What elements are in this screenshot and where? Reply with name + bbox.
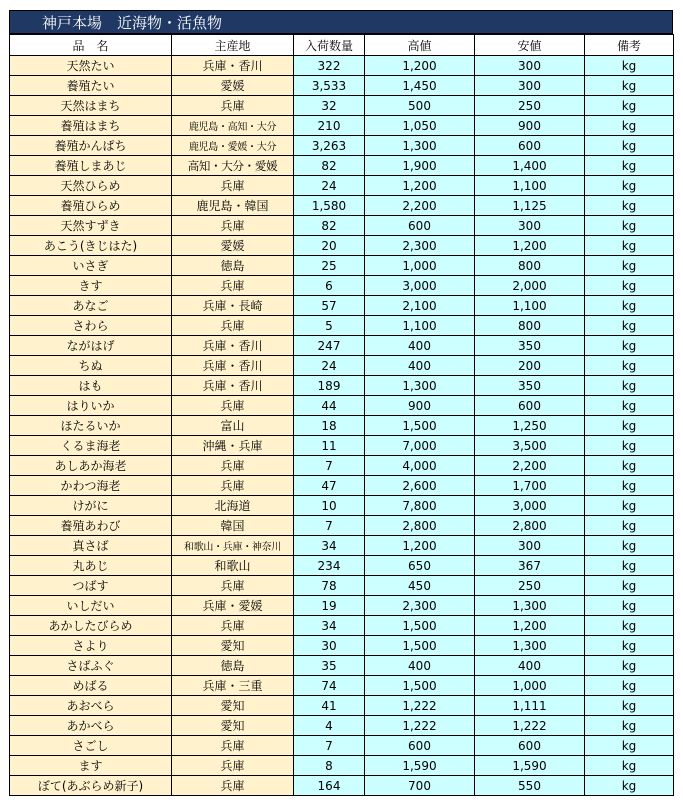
table-row bbox=[10, 276, 674, 296]
cell-low-price: 1,250 bbox=[475, 416, 585, 436]
table-row bbox=[10, 476, 674, 496]
cell-low-price: 1,125 bbox=[475, 196, 585, 216]
table-row bbox=[10, 736, 674, 756]
cell-name: 天然すずき bbox=[10, 216, 172, 236]
cell-quantity: 19 bbox=[294, 596, 365, 616]
cell-high-price: 1,100 bbox=[365, 316, 475, 336]
cell-name: 真さば bbox=[10, 536, 172, 556]
cell-name: 養殖かんぱち bbox=[10, 136, 172, 156]
cell-quantity: 20 bbox=[294, 236, 365, 256]
table-row bbox=[10, 496, 674, 516]
table-row bbox=[10, 176, 674, 196]
cell-low-price: 600 bbox=[475, 136, 585, 156]
cell-note: kg bbox=[585, 116, 674, 136]
cell-low-price: 1,111 bbox=[475, 696, 585, 716]
cell-note: kg bbox=[585, 156, 674, 176]
cell-low-price: 1,300 bbox=[475, 596, 585, 616]
cell-quantity: 34 bbox=[294, 536, 365, 556]
cell-high-price: 400 bbox=[365, 656, 475, 676]
cell-quantity: 8 bbox=[294, 756, 365, 776]
table-row bbox=[10, 136, 674, 156]
cell-name: あおべら bbox=[10, 696, 172, 716]
cell-note: kg bbox=[585, 596, 674, 616]
cell-name: ぼて(あぶらめ新子) bbox=[10, 776, 172, 796]
cell-high-price: 1,300 bbox=[365, 376, 475, 396]
cell-note: kg bbox=[585, 336, 674, 356]
cell-low-price: 1,300 bbox=[475, 636, 585, 656]
cell-quantity: 32 bbox=[294, 96, 365, 116]
cell-origin: 北海道 bbox=[172, 496, 294, 516]
cell-name: 天然ひらめ bbox=[10, 176, 172, 196]
cell-name: 養殖たい bbox=[10, 76, 172, 96]
cell-quantity: 7 bbox=[294, 456, 365, 476]
cell-quantity: 1,580 bbox=[294, 196, 365, 216]
cell-high-price: 900 bbox=[365, 396, 475, 416]
table-row bbox=[10, 196, 674, 216]
cell-origin: 徳島 bbox=[172, 656, 294, 676]
cell-low-price: 3,500 bbox=[475, 436, 585, 456]
table-row bbox=[10, 716, 674, 736]
cell-note: kg bbox=[585, 76, 674, 96]
cell-name: 天然はまち bbox=[10, 96, 172, 116]
cell-quantity: 234 bbox=[294, 556, 365, 576]
cell-note: kg bbox=[585, 436, 674, 456]
cell-quantity: 74 bbox=[294, 676, 365, 696]
cell-high-price: 4,000 bbox=[365, 456, 475, 476]
header-low-price: 安値 bbox=[475, 35, 585, 56]
table-row bbox=[10, 556, 674, 576]
cell-name: 養殖ひらめ bbox=[10, 196, 172, 216]
cell-low-price: 600 bbox=[475, 396, 585, 416]
cell-high-price: 1,500 bbox=[365, 636, 475, 656]
cell-high-price: 2,200 bbox=[365, 196, 475, 216]
cell-quantity: 3,263 bbox=[294, 136, 365, 156]
cell-high-price: 1,500 bbox=[365, 416, 475, 436]
cell-high-price: 2,100 bbox=[365, 296, 475, 316]
cell-origin: 兵庫 bbox=[172, 316, 294, 336]
cell-name: あかしたびらめ bbox=[10, 616, 172, 636]
cell-note: kg bbox=[585, 696, 674, 716]
cell-origin: 愛知 bbox=[172, 636, 294, 656]
header-name: 品 名 bbox=[10, 35, 172, 56]
cell-origin: 愛知 bbox=[172, 696, 294, 716]
price-table bbox=[9, 34, 674, 796]
cell-quantity: 322 bbox=[294, 56, 365, 76]
cell-origin: 兵庫・長崎 bbox=[172, 296, 294, 316]
table-row bbox=[10, 756, 674, 776]
cell-quantity: 44 bbox=[294, 396, 365, 416]
cell-name: さわら bbox=[10, 316, 172, 336]
cell-origin: 高知・大分・愛媛 bbox=[172, 156, 294, 176]
table-row bbox=[10, 456, 674, 476]
table-row bbox=[10, 656, 674, 676]
cell-high-price: 1,590 bbox=[365, 756, 475, 776]
cell-low-price: 1,100 bbox=[475, 296, 585, 316]
cell-low-price: 600 bbox=[475, 736, 585, 756]
cell-high-price: 1,200 bbox=[365, 536, 475, 556]
cell-name: あなご bbox=[10, 296, 172, 316]
cell-high-price: 1,500 bbox=[365, 676, 475, 696]
table-row bbox=[10, 336, 674, 356]
cell-name: はりいか bbox=[10, 396, 172, 416]
cell-origin: 兵庫 bbox=[172, 276, 294, 296]
cell-origin: 兵庫 bbox=[172, 176, 294, 196]
cell-origin: 兵庫 bbox=[172, 756, 294, 776]
cell-note: kg bbox=[585, 396, 674, 416]
cell-note: kg bbox=[585, 376, 674, 396]
cell-origin: 鹿児島・愛媛・大分 bbox=[172, 136, 294, 156]
cell-origin: 徳島 bbox=[172, 256, 294, 276]
cell-low-price: 350 bbox=[475, 376, 585, 396]
cell-high-price: 1,500 bbox=[365, 616, 475, 636]
cell-note: kg bbox=[585, 756, 674, 776]
cell-high-price: 3,000 bbox=[365, 276, 475, 296]
cell-quantity: 18 bbox=[294, 416, 365, 436]
cell-high-price: 1,450 bbox=[365, 76, 475, 96]
cell-name: はも bbox=[10, 376, 172, 396]
cell-name: さより bbox=[10, 636, 172, 656]
table-row bbox=[10, 116, 674, 136]
cell-low-price: 350 bbox=[475, 336, 585, 356]
cell-origin: 兵庫 bbox=[172, 616, 294, 636]
cell-name: ます bbox=[10, 756, 172, 776]
cell-name: 天然たい bbox=[10, 56, 172, 76]
cell-note: kg bbox=[585, 736, 674, 756]
cell-low-price: 1,200 bbox=[475, 616, 585, 636]
cell-origin: 兵庫 bbox=[172, 216, 294, 236]
cell-quantity: 247 bbox=[294, 336, 365, 356]
cell-name: 養殖あわび bbox=[10, 516, 172, 536]
cell-note: kg bbox=[585, 296, 674, 316]
header-note: 備考 bbox=[585, 35, 674, 56]
cell-note: kg bbox=[585, 676, 674, 696]
cell-high-price: 1,222 bbox=[365, 696, 475, 716]
table-row bbox=[10, 516, 674, 536]
cell-quantity: 82 bbox=[294, 216, 365, 236]
cell-name: 丸あじ bbox=[10, 556, 172, 576]
cell-quantity: 24 bbox=[294, 176, 365, 196]
cell-name: 養殖はまち bbox=[10, 116, 172, 136]
cell-origin: 兵庫 bbox=[172, 396, 294, 416]
cell-note: kg bbox=[585, 196, 674, 216]
cell-origin: 兵庫 bbox=[172, 456, 294, 476]
cell-low-price: 800 bbox=[475, 316, 585, 336]
cell-name: けがに bbox=[10, 496, 172, 516]
table-row bbox=[10, 596, 674, 616]
cell-origin: 兵庫・三重 bbox=[172, 676, 294, 696]
cell-low-price: 1,000 bbox=[475, 676, 585, 696]
table-row bbox=[10, 636, 674, 656]
cell-quantity: 41 bbox=[294, 696, 365, 716]
cell-quantity: 3,533 bbox=[294, 76, 365, 96]
cell-name: かわつ海老 bbox=[10, 476, 172, 496]
table-row bbox=[10, 76, 674, 96]
cell-note: kg bbox=[585, 516, 674, 536]
cell-origin: 鹿児島・韓国 bbox=[172, 196, 294, 216]
cell-low-price: 800 bbox=[475, 256, 585, 276]
cell-high-price: 500 bbox=[365, 96, 475, 116]
cell-note: kg bbox=[585, 96, 674, 116]
cell-high-price: 600 bbox=[365, 216, 475, 236]
cell-note: kg bbox=[585, 136, 674, 156]
cell-quantity: 6 bbox=[294, 276, 365, 296]
cell-note: kg bbox=[585, 576, 674, 596]
cell-name: あかべら bbox=[10, 716, 172, 736]
table-row bbox=[10, 316, 674, 336]
cell-high-price: 2,800 bbox=[365, 516, 475, 536]
cell-high-price: 1,300 bbox=[365, 136, 475, 156]
table-row bbox=[10, 256, 674, 276]
cell-low-price: 3,000 bbox=[475, 496, 585, 516]
cell-origin: 愛知 bbox=[172, 716, 294, 736]
cell-high-price: 700 bbox=[365, 776, 475, 796]
cell-note: kg bbox=[585, 716, 674, 736]
cell-high-price: 2,300 bbox=[365, 236, 475, 256]
cell-origin: 愛媛 bbox=[172, 236, 294, 256]
cell-note: kg bbox=[585, 56, 674, 76]
cell-quantity: 7 bbox=[294, 736, 365, 756]
cell-origin: 兵庫・香川 bbox=[172, 376, 294, 396]
cell-high-price: 2,300 bbox=[365, 596, 475, 616]
cell-high-price: 450 bbox=[365, 576, 475, 596]
cell-low-price: 200 bbox=[475, 356, 585, 376]
cell-origin: 兵庫 bbox=[172, 736, 294, 756]
cell-note: kg bbox=[585, 456, 674, 476]
cell-high-price: 7,800 bbox=[365, 496, 475, 516]
cell-name: くるま海老 bbox=[10, 436, 172, 456]
cell-origin: 兵庫・愛媛 bbox=[172, 596, 294, 616]
table-row bbox=[10, 676, 674, 696]
header-high-price: 高値 bbox=[365, 35, 475, 56]
cell-origin: 和歌山・兵庫・神奈川 bbox=[172, 536, 294, 556]
cell-name: あしあか海老 bbox=[10, 456, 172, 476]
cell-origin: 兵庫・香川 bbox=[172, 56, 294, 76]
cell-note: kg bbox=[585, 356, 674, 376]
cell-quantity: 24 bbox=[294, 356, 365, 376]
price-sheet bbox=[9, 10, 673, 796]
cell-quantity: 189 bbox=[294, 376, 365, 396]
cell-name: ちぬ bbox=[10, 356, 172, 376]
table-row bbox=[10, 536, 674, 556]
cell-note: kg bbox=[585, 776, 674, 796]
cell-high-price: 1,200 bbox=[365, 56, 475, 76]
table-row bbox=[10, 696, 674, 716]
cell-note: kg bbox=[585, 616, 674, 636]
cell-note: kg bbox=[585, 416, 674, 436]
table-row bbox=[10, 216, 674, 236]
cell-origin: 兵庫・香川 bbox=[172, 336, 294, 356]
cell-low-price: 2,200 bbox=[475, 456, 585, 476]
cell-high-price: 1,200 bbox=[365, 176, 475, 196]
cell-low-price: 1,590 bbox=[475, 756, 585, 776]
cell-quantity: 11 bbox=[294, 436, 365, 456]
cell-origin: 兵庫 bbox=[172, 576, 294, 596]
cell-note: kg bbox=[585, 656, 674, 676]
cell-quantity: 35 bbox=[294, 656, 365, 676]
cell-quantity: 7 bbox=[294, 516, 365, 536]
header-quantity: 入荷数量 bbox=[294, 35, 365, 56]
cell-name: さばふぐ bbox=[10, 656, 172, 676]
cell-quantity: 78 bbox=[294, 576, 365, 596]
cell-origin: 愛媛 bbox=[172, 76, 294, 96]
cell-quantity: 57 bbox=[294, 296, 365, 316]
cell-name: つばす bbox=[10, 576, 172, 596]
cell-note: kg bbox=[585, 496, 674, 516]
cell-quantity: 30 bbox=[294, 636, 365, 656]
cell-origin: 兵庫・香川 bbox=[172, 356, 294, 376]
cell-name: きす bbox=[10, 276, 172, 296]
cell-low-price: 300 bbox=[475, 216, 585, 236]
table-row bbox=[10, 436, 674, 456]
cell-origin: 兵庫 bbox=[172, 96, 294, 116]
table-row bbox=[10, 376, 674, 396]
table-row bbox=[10, 396, 674, 416]
cell-note: kg bbox=[585, 556, 674, 576]
cell-low-price: 2,800 bbox=[475, 516, 585, 536]
table-row bbox=[10, 156, 674, 176]
cell-quantity: 5 bbox=[294, 316, 365, 336]
cell-note: kg bbox=[585, 216, 674, 236]
cell-name: さごし bbox=[10, 736, 172, 756]
cell-low-price: 250 bbox=[475, 96, 585, 116]
cell-quantity: 47 bbox=[294, 476, 365, 496]
cell-high-price: 1,222 bbox=[365, 716, 475, 736]
cell-low-price: 300 bbox=[475, 536, 585, 556]
cell-note: kg bbox=[585, 176, 674, 196]
cell-note: kg bbox=[585, 636, 674, 656]
cell-high-price: 400 bbox=[365, 356, 475, 376]
cell-name: いしだい bbox=[10, 596, 172, 616]
cell-quantity: 210 bbox=[294, 116, 365, 136]
cell-note: kg bbox=[585, 476, 674, 496]
table-row bbox=[10, 96, 674, 116]
cell-low-price: 2,000 bbox=[475, 276, 585, 296]
cell-note: kg bbox=[585, 256, 674, 276]
cell-origin: 兵庫 bbox=[172, 476, 294, 496]
table-row bbox=[10, 356, 674, 376]
cell-quantity: 82 bbox=[294, 156, 365, 176]
table-row bbox=[10, 56, 674, 76]
cell-name: あこう(きじはた) bbox=[10, 236, 172, 256]
cell-low-price: 900 bbox=[475, 116, 585, 136]
cell-origin: 鹿児島・高知・大分 bbox=[172, 116, 294, 136]
cell-name: ながはげ bbox=[10, 336, 172, 356]
cell-note: kg bbox=[585, 276, 674, 296]
cell-origin: 富山 bbox=[172, 416, 294, 436]
cell-low-price: 250 bbox=[475, 576, 585, 596]
table-row bbox=[10, 236, 674, 256]
cell-origin: 兵庫 bbox=[172, 776, 294, 796]
cell-quantity: 164 bbox=[294, 776, 365, 796]
table-row bbox=[10, 616, 674, 636]
cell-high-price: 600 bbox=[365, 736, 475, 756]
cell-note: kg bbox=[585, 536, 674, 556]
cell-high-price: 1,900 bbox=[365, 156, 475, 176]
cell-origin: 和歌山 bbox=[172, 556, 294, 576]
cell-low-price: 300 bbox=[475, 76, 585, 96]
cell-low-price: 300 bbox=[475, 56, 585, 76]
cell-note: kg bbox=[585, 316, 674, 336]
header-origin: 主産地 bbox=[172, 35, 294, 56]
table-row bbox=[10, 416, 674, 436]
cell-name: 養殖しまあじ bbox=[10, 156, 172, 176]
sheet-title: 神戸本場 近海物・活魚物 bbox=[9, 10, 673, 34]
cell-low-price: 550 bbox=[475, 776, 585, 796]
cell-low-price: 1,222 bbox=[475, 716, 585, 736]
table-row bbox=[10, 296, 674, 316]
cell-quantity: 10 bbox=[294, 496, 365, 516]
cell-high-price: 1,000 bbox=[365, 256, 475, 276]
cell-high-price: 7,000 bbox=[365, 436, 475, 456]
cell-low-price: 1,400 bbox=[475, 156, 585, 176]
cell-low-price: 1,200 bbox=[475, 236, 585, 256]
cell-high-price: 400 bbox=[365, 336, 475, 356]
cell-quantity: 4 bbox=[294, 716, 365, 736]
cell-note: kg bbox=[585, 236, 674, 256]
cell-low-price: 1,700 bbox=[475, 476, 585, 496]
cell-high-price: 2,600 bbox=[365, 476, 475, 496]
cell-name: ほたるいか bbox=[10, 416, 172, 436]
cell-name: めばる bbox=[10, 676, 172, 696]
table-row bbox=[10, 576, 674, 596]
cell-quantity: 25 bbox=[294, 256, 365, 276]
table-row bbox=[10, 776, 674, 796]
cell-low-price: 400 bbox=[475, 656, 585, 676]
cell-origin: 沖縄・兵庫 bbox=[172, 436, 294, 456]
cell-quantity: 34 bbox=[294, 616, 365, 636]
cell-low-price: 1,100 bbox=[475, 176, 585, 196]
cell-high-price: 1,050 bbox=[365, 116, 475, 136]
header-row bbox=[10, 35, 674, 56]
cell-origin: 韓国 bbox=[172, 516, 294, 536]
cell-high-price: 650 bbox=[365, 556, 475, 576]
cell-name: いさぎ bbox=[10, 256, 172, 276]
cell-low-price: 367 bbox=[475, 556, 585, 576]
